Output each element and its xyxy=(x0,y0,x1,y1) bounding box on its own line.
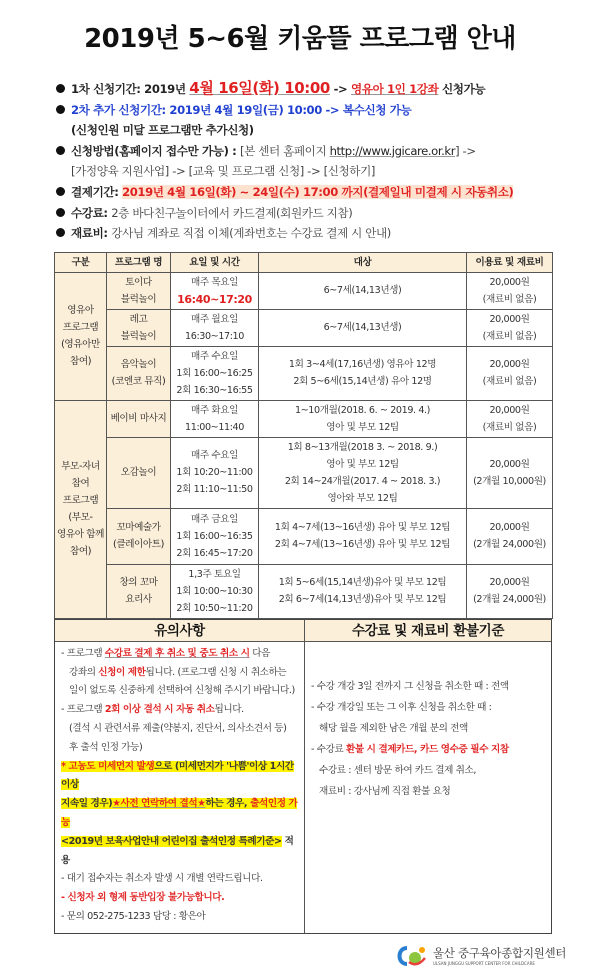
bullet-application-method xyxy=(56,141,586,162)
cell-line: 창의 꼬마 xyxy=(119,577,158,589)
t: - 수강 개강 3일 전까지 그 신청을 취소한 때 : 전액 xyxy=(311,680,509,692)
category-cell xyxy=(55,272,107,400)
t: 재료비 : 강사님께 직접 환불 요청 xyxy=(319,785,451,797)
t: (결석 시 관련서류 제출(약봉지, 진단서, 의사소견서 등) xyxy=(69,722,287,734)
t: 다음 xyxy=(249,647,270,659)
cell-line: 프로그램 xyxy=(62,495,99,507)
cell-line: 6~7세(14,13년생) xyxy=(323,322,402,334)
column-header: 대상 xyxy=(259,252,467,272)
target-cell xyxy=(259,346,467,400)
arrow: -> xyxy=(329,82,351,96)
bullet-icon xyxy=(56,146,65,155)
table-row xyxy=(55,400,553,437)
cell-line: 1회 3~4세(17,16년생) 영유아 12명 xyxy=(288,359,437,371)
table-row xyxy=(55,564,553,618)
t: - 프로그램 xyxy=(61,647,105,659)
contact: - 문의 052-275-1233 담당 : 황은아 xyxy=(61,910,206,922)
cell-line: (부모- xyxy=(68,512,93,524)
text: 2차 추가 신청기간: 2019년 4월 19일(금) 10:00 -> 복수신청 가능 xyxy=(71,102,412,117)
cell-line: 1회 10:20~11:00 xyxy=(176,467,253,479)
cell-line: 오감놀이 xyxy=(120,467,157,479)
text: [본 센터 홈페이지 xyxy=(239,143,330,158)
bullet-first-application xyxy=(56,78,586,100)
time-cell xyxy=(171,508,259,564)
t: - 대기 접수자는 취소자 발생 시 개별 연락드립니다. xyxy=(61,873,263,885)
text: ] -> xyxy=(455,143,476,158)
table-row xyxy=(55,309,553,346)
table-row xyxy=(55,272,553,309)
cell-line: (영유아만 xyxy=(61,339,100,351)
cell-line: (재료비 없음) xyxy=(482,330,537,342)
program-name-cell xyxy=(107,346,171,400)
cell-line: 블럭놀이 xyxy=(120,293,157,305)
program-name-cell xyxy=(107,437,171,508)
cell-line: (재료비 없음) xyxy=(482,293,537,305)
t: 신청이 제한 xyxy=(98,666,146,678)
t: 환불 시 결제카드, 카드 영수증 필수 지참 xyxy=(345,743,509,755)
label: 신청방법(홈페이지 접수만 가능) : xyxy=(71,143,240,158)
cell-line: 1회 16:00~16:35 xyxy=(176,530,253,542)
cell-line: 참여 xyxy=(71,478,90,490)
column-header: 프로그램 명 xyxy=(107,252,171,272)
first-target: 영유아 1인 1강좌 xyxy=(350,82,439,96)
program-name-cell xyxy=(107,564,171,618)
time-cell xyxy=(171,272,259,309)
cell-line: 영유아 xyxy=(67,305,94,317)
bullet-icon xyxy=(56,208,65,217)
t: * 고농도 미세먼지 발생 xyxy=(61,760,155,772)
text: 2층 바다친구놀이터에서 카드결제(회원카드 지참) xyxy=(111,205,353,220)
bullet-payment-period xyxy=(56,182,586,203)
program-name-cell xyxy=(107,400,171,437)
bullet-second-application xyxy=(56,100,586,121)
cell-line: 참여) xyxy=(69,356,92,368)
fee-cell xyxy=(467,272,553,309)
cell-line: 16:40~17:20 xyxy=(177,292,252,306)
t: ★사전 연락하여 결석★ xyxy=(112,798,206,810)
target-cell xyxy=(259,309,467,346)
target-cell xyxy=(259,272,467,309)
t: 됩니다. (프로그램 신청 시 취소하는 xyxy=(145,666,287,678)
logo-icon xyxy=(395,944,429,968)
category-cell xyxy=(55,400,107,618)
homepage-link[interactable]: http://www.jgicare.or.kr xyxy=(329,143,456,158)
cell-line: 20,000원 xyxy=(489,404,530,416)
cell-line: 1,3주 토요일 xyxy=(188,568,241,580)
cell-line: (2개월 10,000원) xyxy=(473,475,546,487)
label: 결제기간: xyxy=(71,184,123,199)
logo-subtitle: ULSAN JUNGGU SUPPORT CENTER FOR CHILDCARE xyxy=(433,961,535,967)
cell-line: 1회 16:00~16:25 xyxy=(176,367,253,379)
cell-line: 요리사 xyxy=(125,594,152,606)
cell-line: (클레이아트) xyxy=(112,539,165,551)
cell-line: 1회 4~7세(13~16년생) 유아 및 부모 12팀 xyxy=(274,522,451,534)
t: 후 출석 인정 가능) xyxy=(69,741,143,753)
target-cell xyxy=(259,508,467,564)
cell-line: 영아 및 부모 12팀 xyxy=(326,421,399,433)
bullet-icon xyxy=(56,105,65,114)
fee-cell xyxy=(467,437,553,508)
t: 2회 이상 결석 시 자동 취소 xyxy=(104,704,215,716)
cell-line: 영아 및 부모 12팀 xyxy=(326,458,399,470)
cell-line: 음악놀이 xyxy=(120,359,157,371)
cell-line: 2회 11:10~11:50 xyxy=(176,484,253,496)
target-cell xyxy=(259,437,467,508)
t: 수강료 결제 후 취소 및 중도 취소 시 xyxy=(104,647,250,659)
target-cell xyxy=(259,564,467,618)
time-cell xyxy=(171,346,259,400)
notes-title: 유의사항 xyxy=(55,620,304,642)
fee-cell xyxy=(467,508,553,564)
column-header: 이용료 및 재료비 xyxy=(467,252,553,272)
cell-line: 1회 10:00~10:30 xyxy=(176,585,253,597)
cell-line: (2개월 24,000원) xyxy=(473,539,546,551)
time-cell xyxy=(171,437,259,508)
cell-line: 레고 xyxy=(129,313,148,325)
column-header: 구분 xyxy=(55,252,107,272)
notes-column xyxy=(55,620,305,933)
t: 수강료 : 센터 방문 하여 카드 결제 취소, xyxy=(319,764,477,776)
table-row xyxy=(55,346,553,400)
first-date: 4월 16일(화) 10:00 xyxy=(189,79,330,97)
t: 적용 xyxy=(61,835,294,866)
cell-line: 20,000원 xyxy=(489,522,530,534)
cell-line: 2회 16:45~17:20 xyxy=(176,547,253,559)
column-header: 요일 및 시간 xyxy=(171,252,259,272)
label: 수강료: xyxy=(71,205,112,220)
cell-line: 2회 16:30~16:55 xyxy=(176,384,253,396)
cell-line: 매주 수요일 xyxy=(191,450,238,462)
bullet-icon xyxy=(56,84,65,93)
bullet-icon xyxy=(56,187,65,196)
bullet-icon xyxy=(56,228,65,237)
cell-line: 11:00~11:40 xyxy=(185,421,244,433)
t: 지속일 경우) xyxy=(61,798,113,810)
cell-line: (재료비 없음) xyxy=(482,421,537,433)
time-cell xyxy=(171,400,259,437)
center-logo xyxy=(395,944,600,968)
cell-line: 2회 5~6세(15,14년생) 유아 12명 xyxy=(293,376,432,388)
cell-line: 매주 월요일 xyxy=(191,313,238,325)
cell-line: 20,000원 xyxy=(489,359,530,371)
cell-line: 부모-자녀 xyxy=(61,461,100,473)
cell-line: 1회 8~13개월(2018 3. ~ 2018. 9.) xyxy=(287,441,438,453)
t: 해당 월을 제외한 남은 개월 분의 전액 xyxy=(319,722,468,734)
t: 출석인정 가능 xyxy=(61,798,298,828)
table-row xyxy=(55,437,553,508)
cell-line: 20,000원 xyxy=(489,313,530,325)
tail: 신청가능 xyxy=(438,82,486,96)
cell-line: 토이다 xyxy=(125,276,152,288)
table-row xyxy=(55,508,553,564)
target-cell xyxy=(259,400,467,437)
t: 강좌의 xyxy=(69,666,99,678)
notes-box xyxy=(54,619,552,934)
text: 강사님 계좌로 직접 이체(계좌번호는 수강료 결제 시 안내) xyxy=(111,226,391,241)
cell-line: 매주 목요일 xyxy=(191,276,238,288)
bullet-fee xyxy=(56,203,586,224)
cell-line: 블럭놀이 xyxy=(120,330,157,342)
t: <2019년 보육사업안내 어린이집 출석인정 특례기준> xyxy=(61,835,282,847)
cell-line: 매주 수요일 xyxy=(191,350,238,362)
second-application-note: (신청인원 미달 프로그램만 추가신청) xyxy=(71,123,254,138)
t: 하는 경우, xyxy=(205,798,251,810)
program-name-cell xyxy=(107,272,171,309)
time-cell xyxy=(171,564,259,618)
refund-column xyxy=(305,620,551,933)
cell-line: 매주 금요일 xyxy=(191,513,238,525)
cell-line: 2회 4~7세(13~16년생) 유아 및 부모 12팀 xyxy=(274,539,451,551)
cell-line: 참여) xyxy=(69,546,92,558)
cell-line: 16:30~17:10 xyxy=(185,330,244,342)
cell-line: 1회 5~6세(15,14년생)유아 및 부모 12팀 xyxy=(278,577,447,589)
cell-line: (코엔코 뮤직) xyxy=(111,376,166,388)
cell-line: 베이비 마사지 xyxy=(110,413,167,425)
t: - 신청자 외 형제 동반입장 불가능합니다. xyxy=(61,892,225,904)
cell-line: 2회 10:50~11:20 xyxy=(176,602,253,614)
bullet-material-fee xyxy=(56,223,586,244)
t: - 프로그램 xyxy=(61,704,105,716)
cell-line: 1~10개월(2018. 6. ~ 2019. 4.) xyxy=(294,404,431,416)
application-path: [가정양육 지원사업] -> [교육 및 프로그램 신청] -> [신청하기] xyxy=(71,164,376,179)
fee-cell xyxy=(467,564,553,618)
fee-cell xyxy=(467,400,553,437)
notes-list xyxy=(55,642,304,933)
program-table xyxy=(54,252,553,619)
fee-cell xyxy=(467,346,553,400)
logo-name: 울산 중구육아종합지원센터 xyxy=(433,946,567,961)
payment-period: 2019년 4월 16일(화) ~ 24일(수) 17:00 까지(결제일내 미결제 시 자동취소) xyxy=(122,184,514,199)
cell-line: 영아와 부모 12팀 xyxy=(327,492,398,504)
cell-line: (2개월 24,000원) xyxy=(473,594,546,606)
cell-line: 프로그램 xyxy=(62,322,99,334)
label: 재료비: xyxy=(71,226,112,241)
cell-line: 영유아 함께 xyxy=(57,529,104,541)
page-title: 2019년 5~6월 키움뜰 프로그램 안내 xyxy=(84,24,516,54)
t: 일이 없도록 신중하게 선택하여 신청해 주시기 바랍니다.) xyxy=(69,685,295,697)
time-cell xyxy=(171,309,259,346)
cell-line: 2회 14~24개월(2017. 4 ~ 2018. 3.) xyxy=(284,475,441,487)
cell-line: 20,000원 xyxy=(489,577,530,589)
refund-list xyxy=(305,642,551,808)
cell-line: 20,000원 xyxy=(489,276,530,288)
label: 1차 신청기간: 2019년 xyxy=(71,82,190,96)
cell-line: 20,000원 xyxy=(489,458,530,470)
program-name-cell xyxy=(107,309,171,346)
cell-line: 2회 6~7세(14,13년생)유아 및 부모 12팀 xyxy=(278,594,447,606)
refund-title: 수강료 및 재료비 환불기준 xyxy=(305,620,551,642)
t: - 수강 개강일 또는 그 이후 신청을 취소한 때 : xyxy=(311,701,492,713)
cell-line: 꼬마예술가 xyxy=(116,522,161,534)
t: - 수강료 xyxy=(311,743,346,755)
program-name-cell xyxy=(107,508,171,564)
cell-line: 매주 화요일 xyxy=(191,404,238,416)
t: 됩니다. xyxy=(214,704,244,716)
t: 으로 (미세먼지가 '나쁨'이상 1시간이상 xyxy=(61,760,294,791)
info-bullets xyxy=(56,78,586,244)
fee-cell xyxy=(467,309,553,346)
cell-line: (재료비 없음) xyxy=(482,376,537,388)
cell-line: 6~7세(14,13년생) xyxy=(323,285,402,297)
